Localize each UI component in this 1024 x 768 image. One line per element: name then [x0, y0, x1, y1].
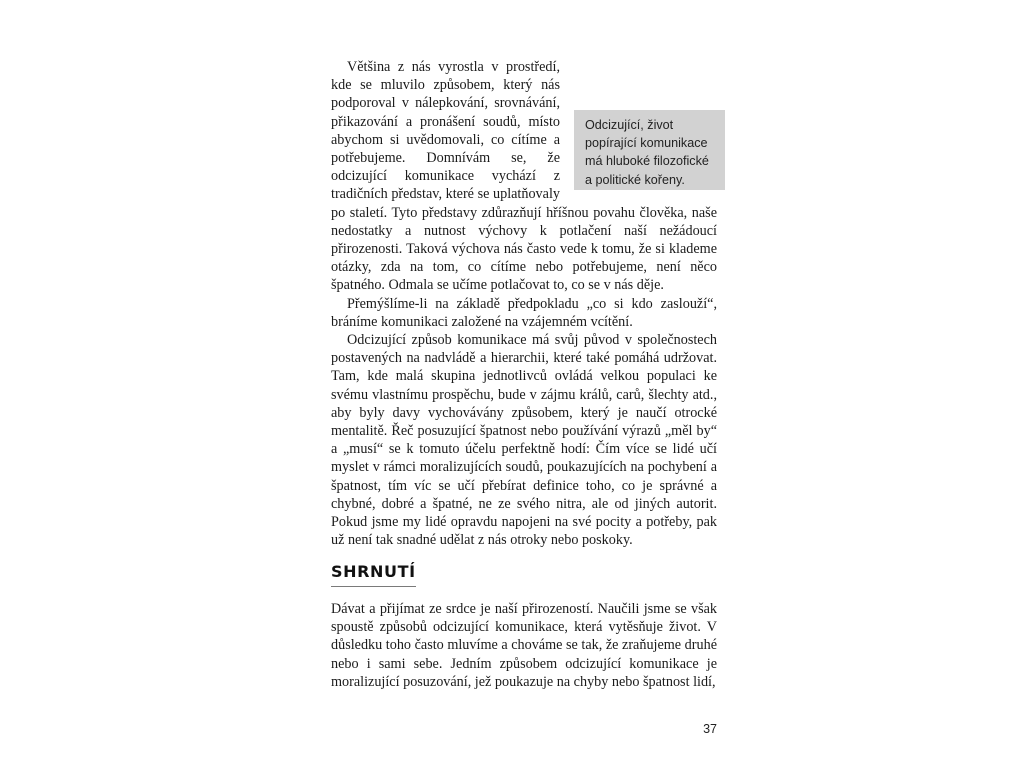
- body-paragraph: Většina z nás vyrostla v prostředí, kde se mluvilo způsobem, který nás podporoval v nálepkování, srovnávání, přikazování a pronášení soudů, místo abychom si uvědomovali, co cítíme a potřebujeme. Domnívám se, že odcizující komunikace vychází z tradičních představ, které se uplatňovaly po staletí. Tyto představy zdůrazňují hříšnou povahu člověka, naše nedostatky a nutnost výchovy k potlačení naší nežádoucí přirozenosti. Taková výchova nás často vede k tomu, že si klademe otázky, zda na tom, co cítíme nebo potřebujeme, není něco špatného. Odmala se učíme potlačovat to, co se v nás děje.: [331, 59, 717, 294]
- body-paragraph: Odcizující způsob komunikace má svůj původ v společnostech postavených na nadvládě a hierarchii, které také pomáhá udržovat. Tam, kde malá skupina jednotlivců ovládá velkou populaci ke svému vlastnímu prospěchu, bude v zájmu králů, carů, šlechty atd., aby byly davy vychovávány způsobem, který je naučí otrocké mentalitě. Řeč posuzující špatnost nebo používání výrazů „měl by“ a „musí“ se k tomuto účelu perfektně hodí: Čím více se lidé učí myslet v rámci moralizujících soudů, poukazujících na pochybení a špatnost, tím víc se učí přebírat definice toho, co je správné a chybné, dobré a špatné, ne ze svého nitra, ale od jiných autorit. Pokud jsme my lidé opravdu napojeni na své pocity a potřeby, pak už není tak snadné udělat z nás otroky nebo poskoky.: [331, 332, 717, 549]
- body-paragraph: Přemýšlíme-li na základě předpokladu „co si kdo zaslouží“, bráníme komunikaci založené na vzájemném vcítění.: [331, 295, 717, 330]
- summary-paragraph: Dávat a přijímat ze srdce je naší přirozeností. Naučili jsme se však spoustě způsobů odcizující komunikace, která vytěsňuje život. V důsledku toho často mluvíme a chováme se tak, že zraňujeme druhé nebo i sami sebe. Jedním způsobem odcizující komunikace je moralizující posuzování, jež poukazuje na chyby nebo špatnost lidí,: [331, 601, 717, 690]
- page-number: 37: [703, 722, 717, 736]
- section-heading-summary: SHRNUTÍ: [331, 562, 416, 587]
- sidebar-pull-quote: Odcizující, život popírající komunikace má hluboké filozofické a politické kořeny.: [574, 110, 725, 190]
- main-text-block: [331, 58, 717, 549]
- summary-text-block: [331, 600, 717, 691]
